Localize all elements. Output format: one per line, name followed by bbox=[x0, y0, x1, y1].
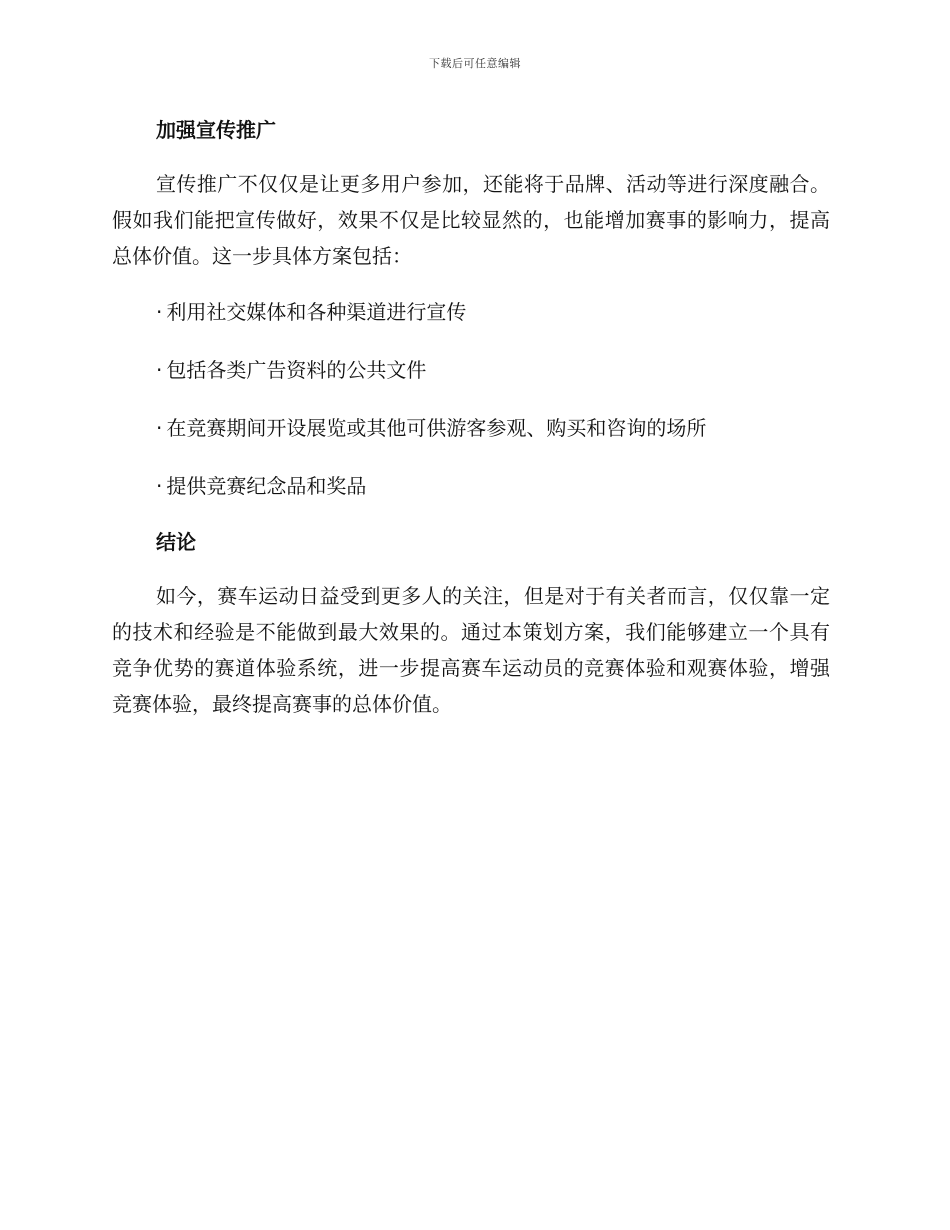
header-note: 下载后可任意编辑 bbox=[429, 57, 521, 70]
bullet-item bbox=[112, 468, 830, 504]
bullet-item bbox=[112, 352, 830, 388]
promotion-paragraph: 宣传推广不仅仅是让更多用户参加，还能将于品牌、活动等进行深度融合。假如我们能把宣传做好，效果不仅是比较显然的，也能增加赛事的影响力，提高总体价值。这一步具体方案包括： bbox=[112, 172, 830, 268]
conclusion-paragraph: 如今，赛车运动日益受到更多人的关注，但是对于有关者而言，仅仅靠一定的技术和经验是不能做到最大效果的。通过本策划方案，我们能够建立一个具有竞争优势的赛道体验系统，进一步提高赛车运动员的竞赛体验和观赛体验，增强竞赛体验，最终提高赛事的总体价值。 bbox=[112, 584, 830, 716]
bullet-item bbox=[112, 410, 830, 446]
bullet-item bbox=[112, 294, 830, 330]
bullet-dot-icon: · bbox=[156, 416, 163, 440]
bullet-text: 在竞赛期间开设展览或其他可供游客参观、购买和咨询的场所 bbox=[166, 416, 707, 440]
bullet-text: 包括各类广告资料的公共文件 bbox=[166, 358, 427, 382]
document-content bbox=[112, 110, 830, 742]
promotion-bullet-list bbox=[112, 294, 830, 504]
section-heading-promotion: 加强宣传推广 bbox=[156, 118, 276, 142]
bullet-text: 提供竞赛纪念品和奖品 bbox=[166, 474, 367, 498]
section-heading-conclusion: 结论 bbox=[156, 530, 196, 554]
bullet-dot-icon: · bbox=[156, 300, 163, 324]
bullet-text: 利用社交媒体和各种渠道进行宣传 bbox=[166, 300, 467, 324]
bullet-dot-icon: · bbox=[156, 474, 163, 498]
bullet-dot-icon: · bbox=[156, 358, 163, 382]
